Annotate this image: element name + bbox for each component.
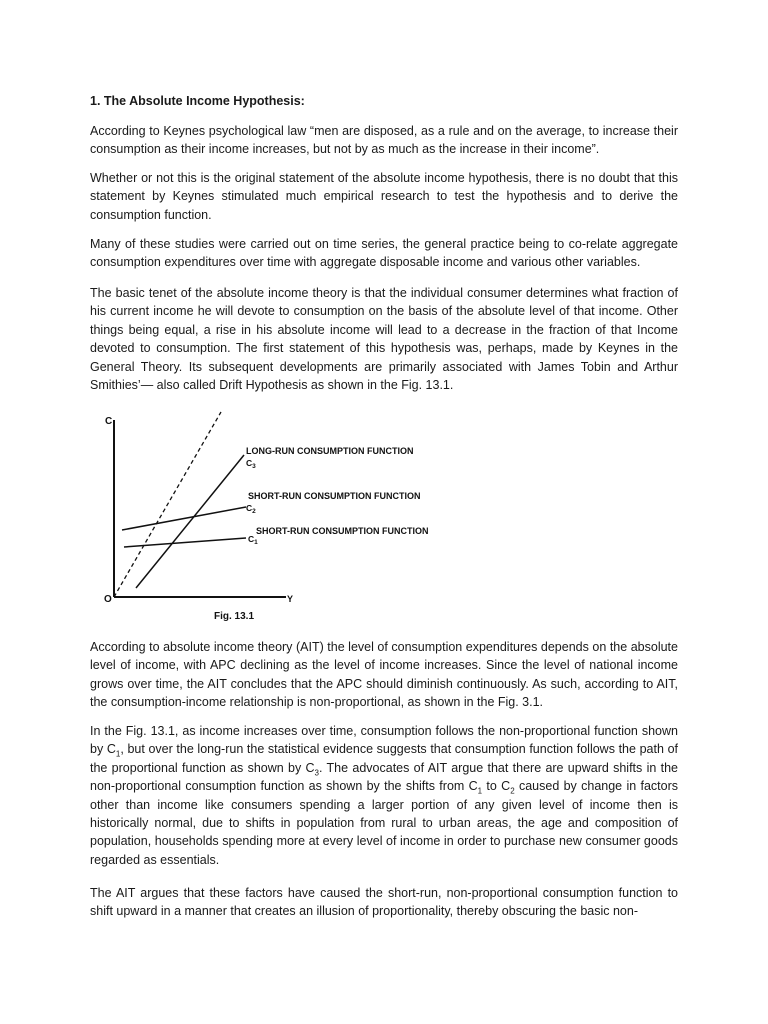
c1-line	[124, 538, 246, 547]
paragraph-empirical-research: Whether or not this is the original statement of the absolute income hypothesis, there is no doubt that this statement by Keynes stimulated much empirical research to test the hypothesis and to derive the consumption function.	[90, 171, 678, 222]
paragraph-illusion: The AIT argues that these factors have caused the short-run, non-proportional consumption function to shift upward in a manner that creates an illusion of proportionality, thereby obscuring the basic non-	[90, 886, 678, 919]
figure-svg	[96, 410, 456, 625]
c1-label: $C_1$	[248, 534, 258, 546]
long-run-dashed-line	[114, 412, 221, 597]
paragraph-income-increase	[90, 722, 678, 869]
p6-text-b: , but over the long-run the statistical evidence suggests that consumption function follows the path of the proportional function as shown by C	[90, 742, 678, 775]
p6-text-a: In the Fig. 13.1, as income increases over time, consumption follows the non-proportional function shown by C	[90, 724, 678, 757]
c2-line	[122, 507, 246, 530]
long-run-label: LONG-RUN CONSUMPTION FUNCTION	[246, 446, 414, 456]
consumption-function-figure	[96, 410, 456, 625]
c3-line	[136, 455, 244, 588]
section-heading: 1. The Absolute Income Hypothesis:	[90, 94, 305, 108]
c2-label: $C_2$	[246, 503, 256, 515]
short-run-lower-label: SHORT-RUN CONSUMPTION FUNCTION	[256, 526, 429, 536]
paragraph-keynes-law: According to Keynes psychological law “men are disposed, as a rule and on the average, to increase their consumption as their income increases, but not by as much as the increase in their income”.	[90, 124, 678, 157]
p6-sub-3: 3	[314, 768, 319, 778]
figure-caption: Fig. 13.1	[214, 611, 255, 622]
axis-y-label: Y	[287, 594, 294, 604]
p6-sub-2: 2	[510, 786, 515, 796]
p6-sub-1: 1	[115, 749, 121, 759]
origin-label: O	[104, 594, 112, 605]
short-run-upper-label: SHORT-RUN CONSUMPTION FUNCTION	[248, 491, 421, 501]
p6-text-e: caused by change in factors other than income like consumers spending a larger portion of any given level of income then is historically normal, due to shifts in population from rural to urban areas, the age and composition of population, households spending more at every level of income in order to purchase new consumer goods regarded as essentials.	[90, 779, 678, 867]
p6-sub-1b: 1	[477, 786, 483, 796]
paragraph-time-series: Many of these studies were carried out on time series, the general practice being to co-relate aggregate consumption expenditures over time with aggregate disposable income and various other variables.	[90, 237, 678, 270]
paragraph-basic-tenet: The basic tenet of the absolute income theory is that the individual consumer determines what fraction of his current income he will devote to consumption on the basis of the absolute level of that income. Other things being equal, a rise in his absolute income will lead to a decrease in the fraction of that Income devoted to consumption. The first statement of this hypothesis was, perhaps, made by Keynes in the General Theory. Its subsequent developments are primarily associated with James Tobin and Arthur Smithies’— also called Drift Hypothesis as shown in the Fig. 13.1.	[90, 286, 678, 393]
paragraph-ait-level: According to absolute income theory (AIT) the level of consumption expenditures depends on the absolute level of income, with APC declining as the level of income increases. Since the level of national income grows over time, the AIT concludes that the APC should diminish continuously. As such, according to AIT, the consumption-income relationship is non-proportional, as shown in the Fig. 3.1.	[90, 640, 678, 710]
p6-text-d: to C	[482, 779, 511, 794]
axis-c-label: C	[105, 416, 113, 427]
c3-label: $C_3$	[246, 458, 256, 470]
p6-text-c: . The advocates of AIT argue that there are upward shifts in the non-proportional consumption function as shown by the shifts from C	[90, 760, 678, 794]
